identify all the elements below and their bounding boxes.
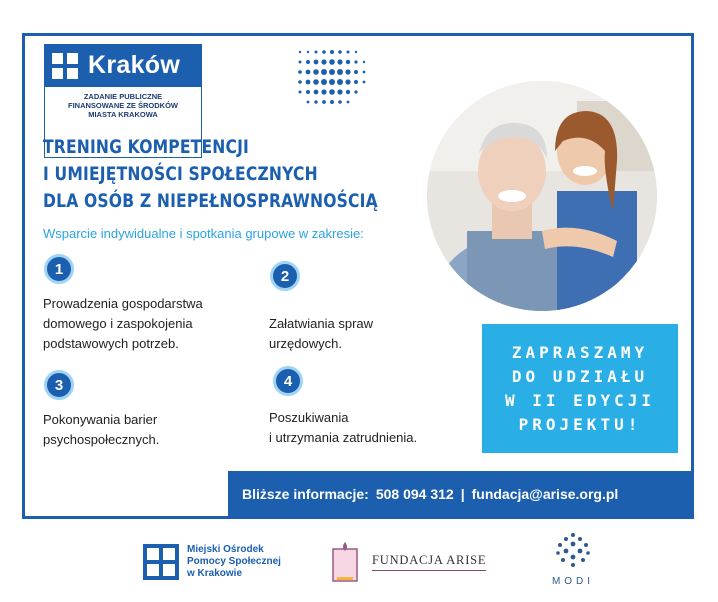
arise-logo (330, 539, 486, 585)
mops-emblem-icon (143, 544, 179, 580)
contact-info-bar (228, 471, 694, 517)
poster-frame (22, 33, 694, 519)
cta-banner: ZAPRASZAMY DO UDZIAŁU W II EDYCJI PROJEKTU! (482, 324, 678, 453)
krakow-emblem-icon (52, 53, 78, 79)
number-badge-4: 4 (273, 366, 303, 396)
mops-logo (143, 544, 281, 580)
mops-line-1: Miejski Ośrodek (187, 544, 264, 555)
number-badge-2: 2 (270, 261, 300, 291)
number-badge-1: 1 (44, 254, 74, 284)
list-item: Prowadzenia gospodarstwa domowego i zaspokojenia podstawowych potrzeb. (43, 296, 203, 351)
subtitle: Wsparcie indywidualne i spotkania grupowe w zakresie: (43, 226, 364, 241)
decorative-dots (290, 42, 380, 112)
arise-emblem-icon (330, 539, 360, 585)
arise-name: FUNDACJA ARISE (372, 553, 486, 571)
mops-line-2: Pomocy Społecznej (187, 556, 281, 567)
modi-emblem-icon (552, 531, 594, 569)
caregiver-photo (427, 81, 657, 311)
list-item: Pokonywania barier psychospołecznych. (43, 412, 160, 447)
logo-name: Kraków (88, 51, 181, 79)
contact-label: Bliższe informacje: (242, 486, 369, 502)
modi-name: MODI (551, 576, 595, 587)
list-item: Poszukiwania i utrzymania zatrudnienia. (269, 410, 418, 445)
contact-phone[interactable]: 508 094 312 (375, 486, 454, 502)
page-title: TRENING KOMPETENCJI I UMIEJĘTNOŚCI SPOŁECZNYCH DLA OSÓB Z NIEPEŁNOSPRAWNOŚCIĄ (43, 136, 378, 212)
contact-email[interactable]: fundacja@arise.org.pl (471, 486, 619, 502)
modi-logo (543, 531, 603, 587)
logo-subtitle: ZADANIE PUBLICZNE FINANSOWANE ZE ŚRODKÓW MIASTA KRAKOWA (44, 87, 202, 158)
contact-separator: | (460, 486, 465, 502)
number-badge-3: 3 (44, 370, 74, 400)
mops-line-3: w Krakowie (187, 568, 243, 579)
list-item: Załatwiania spraw urzędowych. (269, 316, 374, 351)
